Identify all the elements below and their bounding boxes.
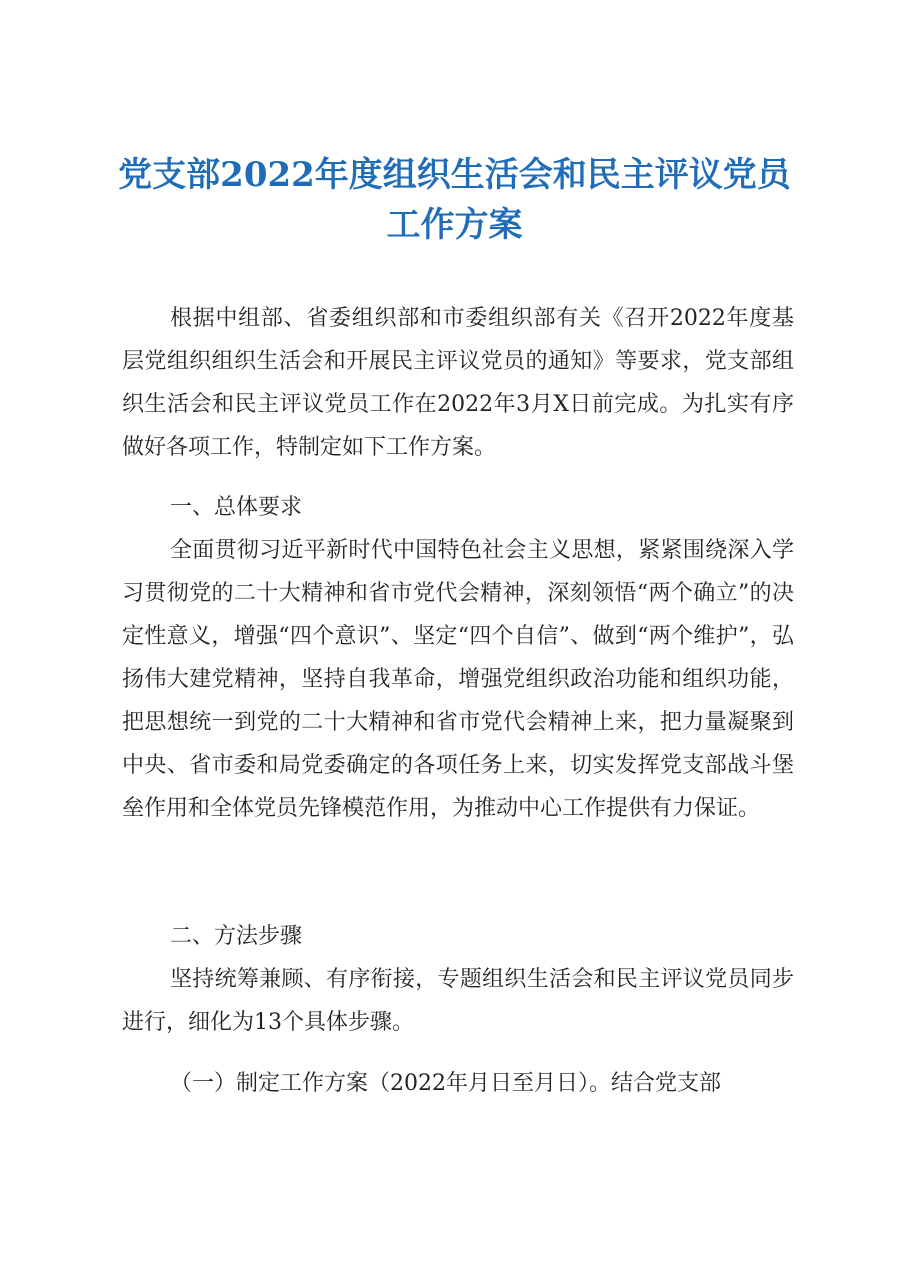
section-1-heading: 一、总体要求 bbox=[170, 495, 303, 520]
section-1-paragraph-block bbox=[122, 529, 794, 830]
intro-paragraph: 根据中组部、省委组织部和市委组织部有关《召开2022年度基层党组织组织生活会和开展民主评议党员的通知》等要求，党支部组织生活会和民主评议党员工作在2022年3月X日前完成。为扎实有序做好各项工作，特制定如下工作方案。 bbox=[122, 306, 794, 460]
step-1-paragraph-block bbox=[122, 1062, 794, 1105]
section-2-heading-block bbox=[122, 915, 794, 958]
title-line-1: 党支部2022年度组织生活会和民主评议党员 bbox=[118, 155, 791, 195]
section-2-heading: 二、方法步骤 bbox=[170, 924, 303, 949]
intro-paragraph-block bbox=[122, 297, 794, 469]
section-2-paragraph: 坚持统筹兼顾、有序衔接，专题组织生活会和民主评议党员同步进行，细化为13个具体步骤。 bbox=[122, 967, 794, 1035]
document-title bbox=[0, 150, 909, 250]
section-1-paragraph: 全面贯彻习近平新时代中国特色社会主义思想，紧紧围绕深入学习贯彻党的二十大精神和省市党代会精神，深刻领悟“两个确立”的决定性意义，增强“四个意识”、坚定“四个自信”、做到“两个维护”，弘扬伟大建党精神，坚持自我革命，增强党组织政治功能和组织功能，把思想统一到党的二十大精神和省市党代会精神上来，把力量凝聚到中央、省市委和局党委确定的各项任务上来，切实发挥党支部战斗堡垒作用和全体党员先锋模范作用，为推动中心工作提供有力保证。 bbox=[122, 538, 794, 821]
title-line-2: 工作方案 bbox=[386, 205, 523, 245]
step-1-paragraph: （一）制定工作方案（2022年月日至月日）。结合党支部 bbox=[170, 1071, 721, 1096]
section-2-paragraph-block bbox=[122, 958, 794, 1044]
section-1-heading-block bbox=[122, 486, 794, 529]
